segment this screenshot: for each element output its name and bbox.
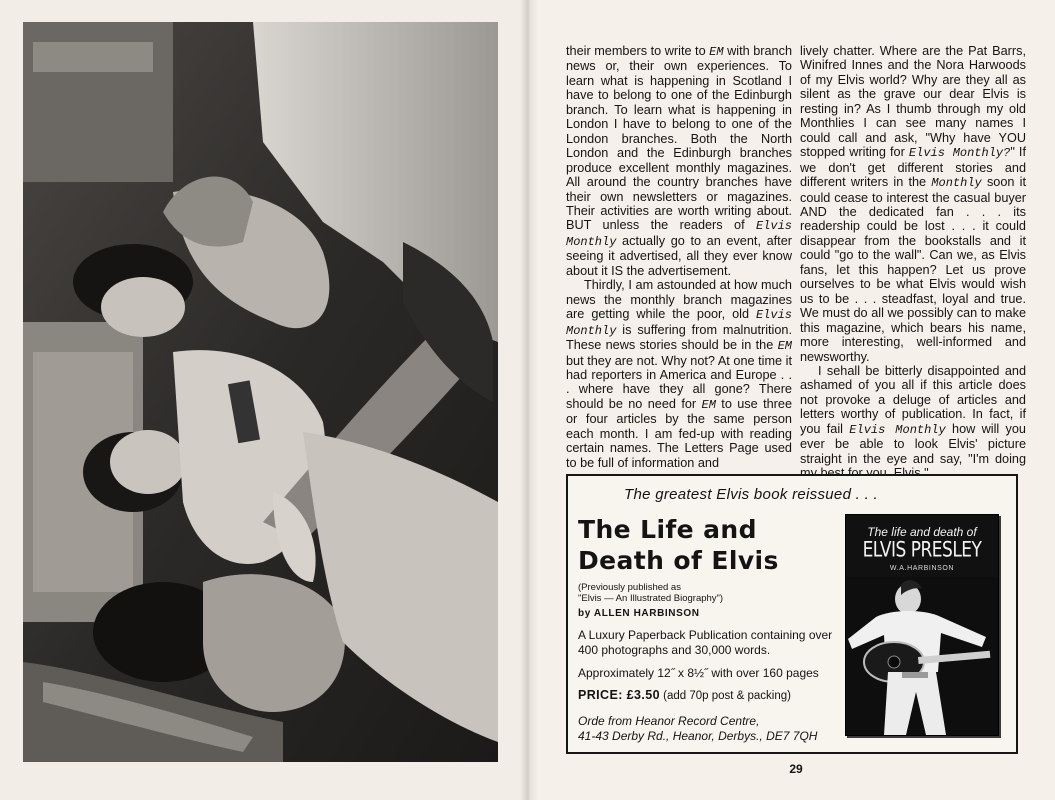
- paragraph-text: with branch news or, their own experiences. To learn what is happening in Scotland I have to belong to one of the Edinburgh branch. To learn what is happening in London I have to belong to one of the London branches. Both the North London and the Edinburgh branches produce excellent monthly magazines. All around the country branches have their own newsletters or magazines. Their activities are worth writing about. BUT unless the readers of: [566, 44, 792, 233]
- magazine-name-text: Elvis Monthly?: [908, 146, 1011, 161]
- magazine-name-text: Monthly: [931, 176, 982, 191]
- magazine-name-text: Elvis Monthly: [566, 308, 792, 338]
- right-page: [528, 0, 1055, 800]
- magazine-name-text: Elvis Monthly: [849, 422, 946, 437]
- book-cover-title-small: The life and death of: [867, 525, 977, 539]
- paragraph-text: Thirdly, I am astounded at how much news the monthly branch magazines are getting while the poor, old: [566, 278, 792, 322]
- book-cover-image: [845, 514, 999, 736]
- paragraph-text: but they are not. Why not? At one time it had reporters in America and Europe . . . where have they all gone? There should be no need for: [566, 353, 792, 411]
- ad-order-line-1: Orde from Heanor Record Centre,: [578, 714, 760, 728]
- article-paragraph: [566, 278, 792, 470]
- ad-previously-line-2: "Elvis — An Illustrated Biography"): [578, 593, 724, 604]
- ad-author-name: ALLEN HARBINSON: [593, 608, 700, 619]
- elvis-guitar-cover-icon: [846, 577, 998, 735]
- ad-previously-published: [578, 582, 838, 604]
- ad-book-title: [578, 514, 838, 576]
- paragraph-text: actually go to an event, after seeing it advertised, all they ever know about it IS the advertisement.: [566, 233, 792, 278]
- article-column-2: [800, 44, 1026, 468]
- magazine-name-text: EM: [701, 397, 716, 412]
- paragraph-text: " If we don't get different stories and different writers in the: [800, 145, 1026, 190]
- ad-previously-line-1: (Previously published as: [578, 582, 681, 593]
- article-column-1: [566, 44, 792, 468]
- ad-description: A Luxury Paperback Publication containing over 400 photographs and 30,000 words.: [578, 628, 833, 657]
- photograph-icon: [23, 22, 498, 762]
- ad-title-line-1: The Life and: [578, 515, 757, 544]
- article-paragraph: [800, 364, 1026, 481]
- paragraph-text: to use three or four articles by the same person each month. I am fed-up with reading certain names. The Letters Page used to be full of information and: [566, 396, 792, 470]
- article-body: [566, 44, 1042, 468]
- magazine-name-text: Elvis Monthly: [566, 219, 792, 249]
- ad-price-note: (add 70p post & packing): [663, 690, 791, 702]
- paragraph-text: is suffering from malnutrition. These news stories should be in the: [566, 322, 792, 353]
- ad-order-line-2: 41-43 Derby Rd., Heanor, Derbys., DE7 7QH: [578, 729, 818, 743]
- book-advertisement: [566, 474, 1018, 754]
- ad-book-size: Approximately 12˝ x 8½˝ with over 160 pages: [578, 666, 819, 680]
- ad-author-line: [578, 608, 838, 619]
- book-cover-title-large: ELVIS PRESLEY: [862, 537, 982, 563]
- book-cover-author: W.A.HARBINSON: [889, 565, 955, 572]
- ad-title-line-2: Death of Elvis: [578, 546, 779, 575]
- paragraph-text: lively chatter. Where are the Pat Barrs, Winifred Innes and the Nora Harwoods of my Elvis world? Why are they all as silent as the grave our dear Elvis is resting in? As I thumb through my old Monthlies I can see many names I could call and ask, "Why have YOU stopped writing for: [800, 44, 1026, 160]
- magazine-name-text: EM: [709, 45, 724, 59]
- ad-tagline: The greatest Elvis book reissued . . .: [624, 486, 879, 503]
- paragraph-text: how will you ever be able to look Elvis' picture straight in the eye and say, "I'm doing: [800, 421, 1026, 466]
- paragraph-text: I sehall be bitterly disappointed and ashamed of you all if this article does not provoke a deluge of articles and letters worthy of publication. In fact, if you fail: [800, 363, 1026, 436]
- paragraph-text: soon it could cease to interest the casual buyer AND the dedicated fan . . . its readership could be lost . . . it could disappear from the bookstalls and it could "go to the wall". Can we, as Elvis fans, let this happen? Let us prove ourselves to be what Elvis would wish us to be . . . steadfast, loyal and true. We must do all we possibly can to make this magazine, which bears his name, more interesting, well-informed and newsworthy.: [800, 175, 1026, 364]
- ad-author-prefix: by: [578, 608, 591, 619]
- article-paragraph: [566, 44, 792, 278]
- article-paragraph: [800, 44, 1026, 364]
- ad-price: PRICE: £3.50: [578, 688, 660, 702]
- magazine-name-text: EM: [777, 339, 792, 354]
- film-still-photo: [23, 22, 498, 762]
- paragraph-text: their members to write to: [566, 44, 710, 58]
- ad-price-line: [578, 688, 853, 702]
- page-number: 29: [789, 762, 803, 776]
- ad-order-address: [578, 714, 848, 744]
